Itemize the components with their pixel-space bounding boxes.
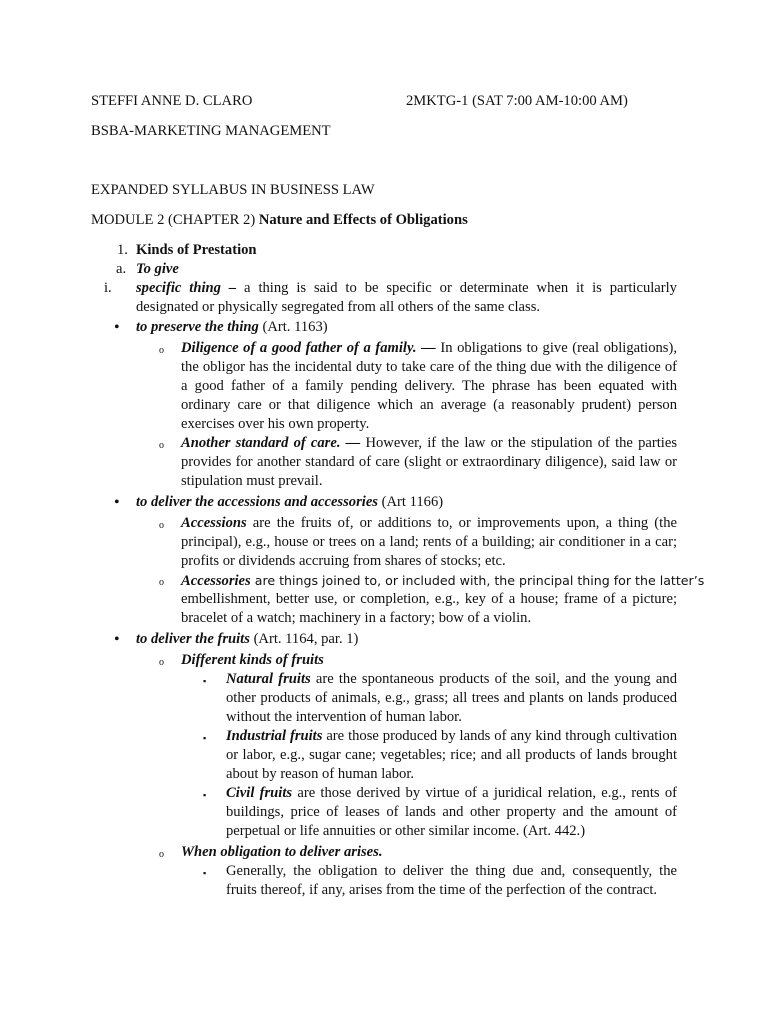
term-specific-thing: specific thing –: [136, 280, 237, 296]
ref-art-1164: (Art. 1164, par. 1): [249, 631, 359, 647]
subheading-kinds-of-fruits: Different kinds of fruits: [181, 652, 324, 668]
paragraph-diligence: [181, 339, 677, 434]
ref-art-1163: (Art. 1163): [258, 319, 328, 335]
section-heading-kinds-of-prestation: Kinds of Prestation: [136, 242, 257, 258]
bullet-circle: o: [159, 345, 164, 356]
bullet-square: ▪: [203, 676, 207, 686]
program-name: BSBA-MARKETING MANAGEMENT: [91, 123, 331, 139]
term-industrial-fruits: Industrial fruits: [226, 728, 323, 744]
term-preserve-thing: to preserve the thing: [136, 319, 259, 335]
paragraph-natural-fruits: [226, 670, 677, 727]
term-natural-fruits: Natural fruits: [226, 671, 311, 687]
text-another-standard: However, if the law or the stipulation of the parties provides for another standard of care (slight or extraordinary diligence), said law or stipulation must prevail.: [181, 435, 677, 489]
bullet-dot: •: [114, 631, 120, 648]
paragraph-industrial-fruits: [226, 727, 677, 784]
bullet-circle: o: [159, 520, 164, 531]
item-preserve-thing: [136, 318, 328, 337]
student-name: STEFFI ANNE D. CLARO: [91, 93, 253, 109]
bullet-circle: o: [159, 577, 164, 588]
paragraph-civil-fruits: [226, 784, 677, 841]
text-diligence: In obligations to give (real obligations), the obligor has the incidental duty to take care of the thing due with the diligence of a good father of a family pending delivery. The phrase has been equated with ordinary care or that diligence which an average (a reasonably prudent) person exercises over his own property.: [181, 340, 677, 432]
text-civil-fruits: are those derived by virtue of a juridical relation, e.g., rents of buildings, price of leases of lands and other property and the amount of perpetual or life annuities or other similar income. (Art. 442.): [226, 785, 677, 839]
module-heading: [91, 211, 468, 230]
module-title: Nature and Effects of Obligations: [258, 212, 468, 228]
bullet-dot: •: [114, 319, 120, 336]
bullet-square: ▪: [203, 868, 207, 878]
paragraph-another-standard: [181, 434, 677, 491]
text-industrial-fruits: are those produced by lands of any kind through cultivation or labor, e.g., sugar cane; vegetables; rice; and all products of lands brought about by reason of human labor.: [226, 728, 677, 782]
subheading-when-obligation-arises: When obligation to deliver arises.: [181, 844, 383, 860]
text-specific-thing: a thing is said to be specific or determinate when it is particularly designated or physically segregated from all others of the same class.: [136, 280, 677, 315]
text-accessions: are the fruits of, or additions to, or improvements upon, a thing (the principal), e.g., house or trees on a land; rents of a building; air conditioner in a car; profits or dividends accruing from shares of stocks; etc.: [181, 515, 677, 569]
subheading-to-give: To give: [136, 261, 179, 277]
term-accessions: Accessions: [181, 515, 247, 531]
ref-art-1166: (Art 1166): [377, 494, 444, 510]
bullet-circle: o: [159, 440, 164, 451]
text-natural-fruits: are the spontaneous products of the soil, and the young and other products of animals, e.g., grass; all trees and plants on lands produced without the intervention of human labor.: [226, 671, 677, 725]
paragraph-specific-thing: [136, 279, 677, 317]
bullet-circle: o: [159, 657, 164, 668]
list-number-1: 1.: [117, 242, 128, 258]
bullet-square: ▪: [203, 733, 207, 743]
term-civil-fruits: Civil fruits: [226, 785, 293, 801]
module-prefix: MODULE 2 (CHAPTER 2): [91, 212, 256, 228]
bullet-circle: o: [159, 849, 164, 860]
bullet-square: ▪: [203, 790, 207, 800]
item-fruits: [136, 630, 358, 649]
list-roman-i: i.: [104, 280, 112, 296]
list-letter-a: a.: [116, 261, 127, 277]
item-accessions: [136, 493, 443, 512]
term-accessories: Accessories: [181, 573, 251, 589]
class-section: 2MKTG-1 (SAT 7:00 AM-10:00 AM): [406, 93, 628, 109]
text-accessories-a: are things joined to, or included with, the principal thing for the latter’s: [250, 573, 705, 588]
term-diligence: Diligence of a good father of a family. —: [181, 340, 436, 356]
text-accessories-b: embellishment, better use, or completion, e.g., key of a house; frame of a picture; bracelet of a watch; machinery in a factory; bow of a violin.: [181, 591, 677, 626]
term-accessions-accessories: to deliver the accessions and accessories: [136, 494, 378, 510]
document-title: EXPANDED SYLLABUS IN BUSINESS LAW: [91, 182, 375, 198]
paragraph-obligation-arises: Generally, the obligation to deliver the thing due and, consequently, the fruits thereof, if any, arises from the time of the perfection of the contract.: [226, 863, 677, 898]
term-deliver-fruits: to deliver the fruits: [136, 631, 250, 647]
term-another-standard: Another standard of care. —: [181, 435, 361, 451]
paragraph-accessories-line1: [181, 571, 704, 591]
paragraph-accessions: [181, 514, 677, 571]
bullet-dot: •: [114, 494, 120, 511]
